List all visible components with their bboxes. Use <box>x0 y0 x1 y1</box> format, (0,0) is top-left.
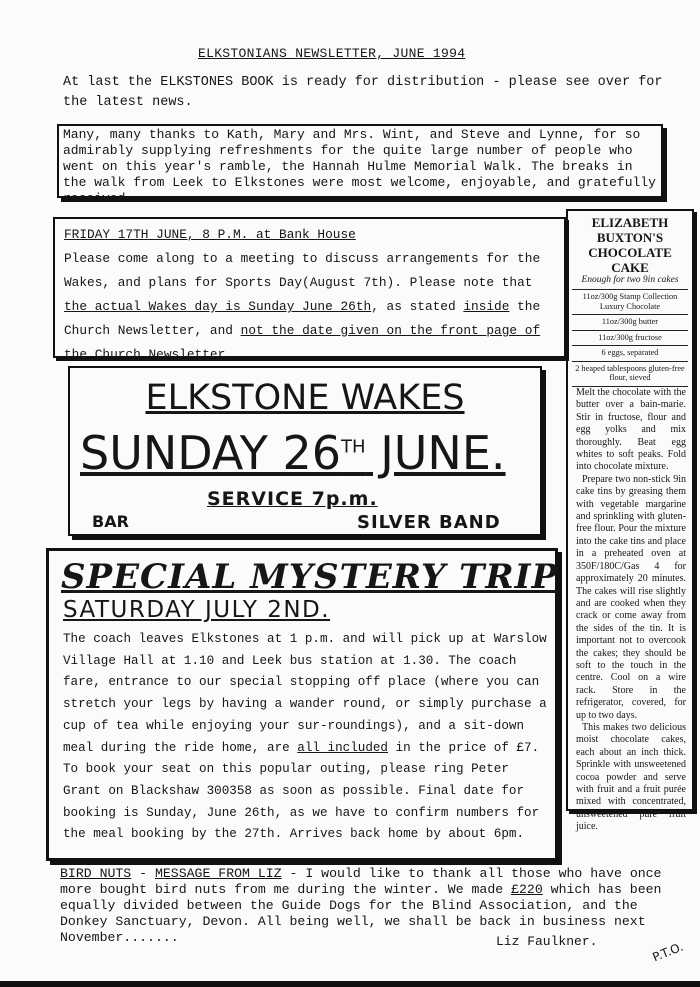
ingredient-item: 2 heaped tablespoons gluten-free flour, sieved <box>572 361 688 387</box>
trip-title: SPECIAL MYSTERY TRIP <box>61 557 559 597</box>
bird-nuts-amount: £220 <box>511 882 543 897</box>
meeting-underline-3: not the date given on the front page of the Church Newsletter <box>64 323 541 362</box>
ingredient-item: 11oz/300g Stamp Collection Luxury Chocolate <box>572 289 688 314</box>
trip-text-1: The coach leaves Elkstones at 1 p.m. and will pick up at Warslow Village Hall at 1.10 and Leek bus station at 1.30. The coach fare, entrance to our special stopping off place (where you can stretch your legs by having a wander round, or simply purchase a cup of tea while enjoying your sur-roundings), and a sit-down meal during the ride home, are <box>63 632 547 755</box>
wakes-date-main: SUNDAY 26 <box>80 426 342 480</box>
meeting-text-1: Please come along to a meeting to discuss arrangements for the Wakes, and plans for Sports Day(August 7th). Please note that <box>64 251 541 290</box>
recipe-box <box>566 209 694 833</box>
trip-underline: all included <box>297 740 388 755</box>
message-from-liz-heading: MESSAGE FROM LIZ <box>154 866 282 881</box>
wakes-date-suffix: TH <box>341 436 366 458</box>
trip-text-2: in the price of £7. To book your seat on this popular outing, please ring Peter Grant on Blackshaw 300358 as soon as possible. Final date for booking is Sunday, June 26th, as we have to confirm numbers for the meal booking by the 27th. Arrives back home by about 6pm. <box>63 740 540 842</box>
bird-nuts-separator: - <box>131 866 155 881</box>
method-paragraph: This makes two delicious moist chocolate cakes, each about an inch thick. Sprinkle with unsweetened cocoa powder and serve with fruit and a fruit purée mixed with concentrated, unsweetened pure fruit juice. <box>576 721 686 833</box>
wakes-bar: BAR <box>92 512 129 531</box>
trip-body <box>63 629 551 846</box>
mystery-trip-box <box>46 548 558 861</box>
bird-nuts-text-1: - I would like to thank all those who have once more bought bird nuts from me during the winter. We made <box>60 866 662 897</box>
ingredient-item: 11oz/300g butter <box>572 314 688 330</box>
wakes-title: ELKSTONE WAKES <box>145 378 465 418</box>
pto-note: P.T.O. <box>650 939 686 965</box>
thanks-box: Many, many thanks to Kath, Mary and Mrs. Wint, and Steve and Lynne, for so admirably supplying refreshments for the quite large number of people who went on this year's ramble, the Hannah Hulme Memorial Walk. The breaks in the walk from Leek to Elkstones were most welcome, enjoyable, and gratefully received. <box>57 124 663 198</box>
recipe-title: ELIZABETH BUXTON'S CHOCOLATE CAKE <box>588 215 672 275</box>
wakes-service: SERVICE 7p.m. <box>207 488 378 510</box>
meeting-heading: FRIDAY 17TH JUNE, 8 P.M. at Bank House <box>64 227 356 242</box>
meeting-underline-2: inside <box>463 299 510 314</box>
page-bottom-edge <box>0 981 700 987</box>
trip-date: SATURDAY JULY 2ND. <box>63 597 331 623</box>
intro-text: At last the ELKSTONES BOOK is ready for distribution - please see over for the latest news. <box>63 75 663 110</box>
meeting-body <box>64 247 558 367</box>
bird-nuts-text-2: which has been equally divided between the Guide Dogs for the Blind Association, and the Donkey Sanctuary, Devon. All being well, we shall be back in business next November....... <box>60 882 662 945</box>
method-paragraph: Melt the chocolate with the butter over a bain-marie. Stir in fructose, flour and egg yolks and mix thoroughly. Beat egg whites to soft peaks. Fold into chocolate mixture. <box>576 387 686 473</box>
ingredient-item: 6 eggs, separated <box>572 345 688 361</box>
meeting-underline-1: the actual Wakes day is Sunday June 26th <box>64 299 372 314</box>
wakes-poster <box>68 366 542 536</box>
method-paragraph: Prepare two non-stick 9in cake tins by greasing them with vegetable margarine and sprinkling with gluten-free flour. Pour the mixture into the cake tins and place in a preheated oven at 350F/180C/Gas 4 for approximately 20 minutes. The cakes will rise slightly and are cooked when they crack or come away from the sides of the tin. It is important not to overcook the cakes; they should be soft to the touch in the centre. Cool on a wire rack. Store in the refrigerator, covered, for up to two days. <box>576 473 686 721</box>
signature: Liz Faulkner. <box>496 934 598 949</box>
wakes-date <box>80 426 506 480</box>
recipe-method <box>576 387 686 834</box>
meeting-text-3: the Church Newsletter, and <box>64 299 541 338</box>
recipe-subtitle: Enough for two 9in cakes <box>581 275 679 285</box>
wakes-band: SILVER BAND <box>357 512 501 533</box>
ingredient-list <box>572 289 688 387</box>
ingredient-item: 11oz/300g fructose <box>572 330 688 346</box>
wakes-date-month: JUNE. <box>365 426 506 480</box>
meeting-text-4: . <box>225 347 233 362</box>
meeting-box <box>53 217 566 362</box>
newsletter-title: ELKSTONIANS NEWSLETTER, JUNE 1994 <box>198 46 466 61</box>
bird-nuts-heading: BIRD NUTS <box>60 866 132 881</box>
meeting-text-2: , as stated <box>371 299 464 314</box>
